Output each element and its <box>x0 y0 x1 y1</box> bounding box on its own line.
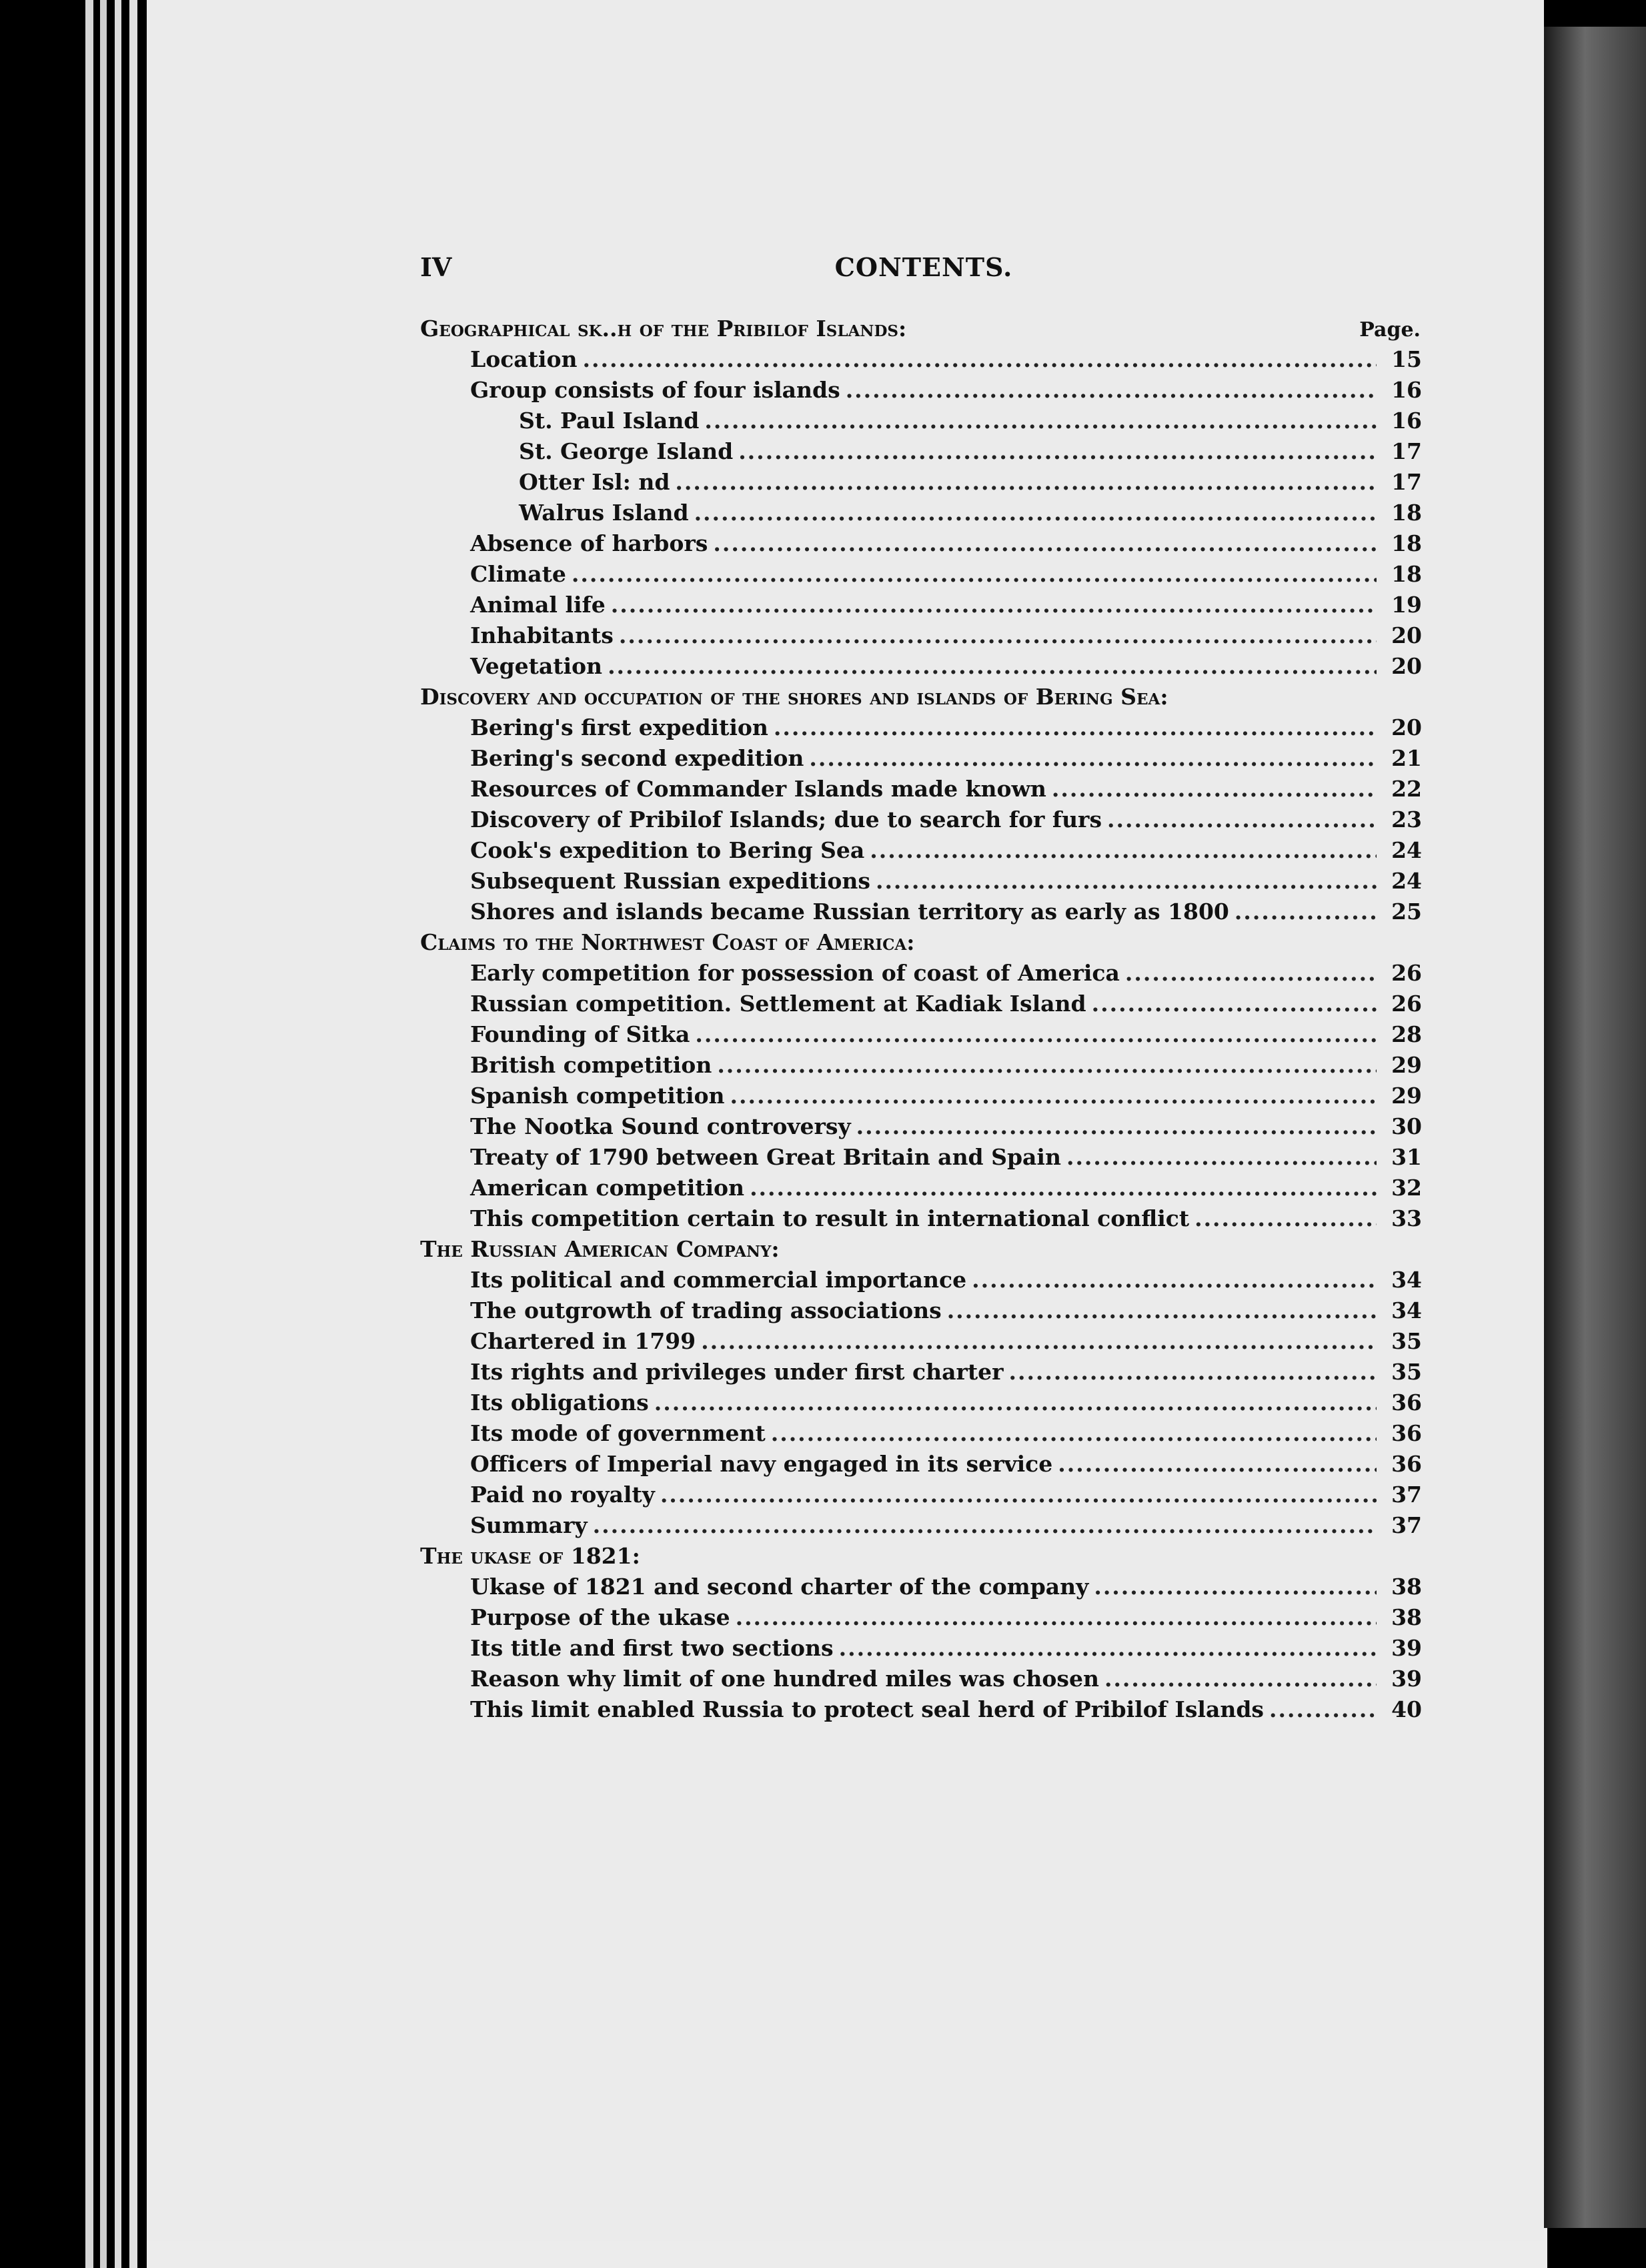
toc-entry <box>420 1480 1427 1510</box>
toc-entry-title: This limit enabled Russia to protect seal herd of Pribilof Islands <box>470 1696 1264 1722</box>
toc-entry-title: St. George Island <box>519 438 734 464</box>
page-header <box>420 252 1427 292</box>
toc-entry-title: The outgrowth of trading associations <box>470 1297 942 1323</box>
toc-entry <box>420 436 1427 467</box>
toc-entry-page: 26 <box>1391 991 1422 1017</box>
toc-entry-title: Paid no royalty <box>470 1482 655 1508</box>
toc-entry-page: 18 <box>1391 500 1422 526</box>
toc-entry-title: Officers of Imperial navy engaged in its service <box>470 1451 1053 1477</box>
dot-leader <box>1094 1572 1377 1602</box>
dot-leader <box>809 743 1377 774</box>
toc-entry <box>420 1111 1427 1142</box>
toc-entry-page: 22 <box>1391 776 1422 802</box>
toc-entry-page: 17 <box>1391 469 1422 495</box>
toc-entry-page: 30 <box>1391 1113 1422 1139</box>
toc-entry-page: 25 <box>1391 899 1422 925</box>
section-heading-text: Claims to the Northwest Coast of America: <box>420 929 915 955</box>
page-number: IV <box>420 252 452 282</box>
toc-entry-title: Reason why limit of one hundred miles was chosen <box>470 1666 1099 1692</box>
dot-leader <box>608 651 1377 682</box>
section-heading <box>420 1234 1427 1265</box>
toc-entry <box>420 1664 1427 1694</box>
toc-entry-page: 39 <box>1391 1635 1422 1661</box>
toc-entry <box>420 651 1427 682</box>
toc-entry <box>420 467 1427 498</box>
dot-leader <box>1052 774 1377 804</box>
dot-leader <box>713 528 1377 559</box>
toc-entry <box>420 1081 1427 1111</box>
dot-leader <box>611 590 1377 620</box>
toc-entry-page: 23 <box>1391 806 1422 832</box>
toc-entry-page: 37 <box>1391 1512 1422 1538</box>
toc-entry <box>420 1418 1427 1449</box>
toc-entry-page: 18 <box>1391 530 1422 556</box>
dot-leader <box>654 1387 1377 1418</box>
toc-entry-title: Ukase of 1821 and second charter of the company <box>470 1574 1089 1600</box>
toc-entry-title: Bering's first expedition <box>470 714 768 740</box>
toc-entry-page: 16 <box>1391 377 1422 403</box>
toc-entry <box>420 1572 1427 1602</box>
toc-entry-page: 37 <box>1391 1482 1422 1508</box>
toc-entry-title: Early competition for possession of coast of America <box>470 960 1120 986</box>
toc-entry-page: 18 <box>1391 561 1422 587</box>
dot-leader <box>695 1019 1377 1050</box>
toc-entry <box>420 528 1427 559</box>
toc-entry-page: 39 <box>1391 1666 1422 1692</box>
section-heading-text: The Russian American Company: <box>420 1236 780 1262</box>
toc-entry-title: Shores and islands became Russian territory as early as 1800 <box>470 899 1229 925</box>
dot-leader <box>870 835 1377 866</box>
dot-leader <box>839 1633 1377 1664</box>
toc-entry <box>420 1050 1427 1081</box>
toc-entry-page: 26 <box>1391 960 1422 986</box>
toc-entry-title: This competition certain to result in international conflict <box>470 1205 1190 1231</box>
facing-page-shadow <box>1544 27 1646 2228</box>
toc-entry-title: Vegetation <box>470 653 603 679</box>
toc-entry <box>420 406 1427 436</box>
toc-entry-title: The Nootka Sound controversy <box>470 1113 851 1139</box>
table-of-contents <box>420 314 1427 1725</box>
toc-entry-page: 36 <box>1391 1451 1422 1477</box>
dot-leader <box>619 620 1377 651</box>
toc-entry-title: Its mode of government <box>470 1420 766 1446</box>
toc-entry <box>420 897 1427 927</box>
toc-entry-page: 21 <box>1391 745 1422 771</box>
toc-entry-title: Treaty of 1790 between Great Britain and Spain <box>470 1144 1061 1170</box>
dot-leader <box>1194 1203 1377 1234</box>
dot-leader <box>1104 1664 1377 1694</box>
dot-leader <box>1066 1142 1377 1173</box>
toc-entry-title: Group consists of four islands <box>470 377 840 403</box>
dot-leader <box>572 559 1377 590</box>
toc-entry-title: Climate <box>470 561 566 587</box>
dot-leader <box>1107 804 1377 835</box>
dot-leader <box>582 344 1377 375</box>
toc-entry-page: 35 <box>1391 1328 1422 1354</box>
section-heading-text: Discovery and occupation of the shores and islands of Bering Sea: <box>420 684 1168 710</box>
page-edge <box>100 0 107 2268</box>
dot-leader <box>774 712 1377 743</box>
toc-entry-title: Discovery of Pribilof Islands; due to search for furs <box>470 806 1102 832</box>
toc-entry <box>420 989 1427 1019</box>
toc-entry-page: 20 <box>1391 653 1422 679</box>
toc-entry <box>420 958 1427 989</box>
toc-entry <box>420 712 1427 743</box>
dot-leader <box>846 375 1377 406</box>
toc-entry-page: 29 <box>1391 1052 1422 1078</box>
toc-entry <box>420 1326 1427 1357</box>
toc-entry <box>420 1387 1427 1418</box>
toc-entry-title: Subsequent Russian expeditions <box>470 868 870 894</box>
dot-leader <box>704 406 1377 436</box>
toc-entry-title: Chartered in 1799 <box>470 1328 696 1354</box>
toc-entry-page: 15 <box>1391 346 1422 372</box>
toc-entry-page: 17 <box>1391 438 1422 464</box>
dot-leader <box>675 467 1377 498</box>
toc-entry <box>420 804 1427 835</box>
toc-entry-page: 20 <box>1391 622 1422 648</box>
toc-entry-title: Inhabitants <box>470 622 614 648</box>
toc-entry <box>420 1694 1427 1725</box>
toc-entry <box>420 590 1427 620</box>
toc-entry-title: American competition <box>470 1175 745 1201</box>
toc-entry-title: Otter Isl: nd <box>519 469 670 495</box>
dot-leader <box>1269 1694 1377 1725</box>
dot-leader <box>717 1050 1377 1081</box>
toc-entry-title: Absence of harbors <box>470 530 708 556</box>
section-heading-text: Geographical sk..h of the Pribilof Islands: <box>420 316 907 342</box>
page-edge <box>115 0 121 2268</box>
dot-leader <box>736 1602 1377 1633</box>
toc-entry-title: Spanish competition <box>470 1083 725 1109</box>
dot-leader <box>593 1510 1377 1541</box>
toc-entry-page: 33 <box>1391 1205 1422 1231</box>
dot-leader <box>856 1111 1377 1142</box>
page-title: CONTENTS. <box>834 252 1013 282</box>
dot-leader <box>947 1295 1377 1326</box>
dot-leader <box>750 1173 1377 1203</box>
dot-leader <box>660 1480 1377 1510</box>
toc-entry <box>420 1142 1427 1173</box>
toc-entry-page: 29 <box>1391 1083 1422 1109</box>
section-heading <box>420 314 1427 344</box>
toc-entry-title: Purpose of the ukase <box>470 1604 730 1630</box>
page-edge <box>85 0 93 2268</box>
toc-entry-page: 36 <box>1391 1420 1422 1446</box>
toc-entry-page: 28 <box>1391 1021 1422 1047</box>
toc-entry-page: 24 <box>1391 837 1422 863</box>
toc-entry-title: Its political and commercial importance <box>470 1267 967 1293</box>
dot-leader <box>1234 897 1377 927</box>
section-heading <box>420 927 1427 958</box>
dot-leader <box>1125 958 1377 989</box>
toc-entry-page: 35 <box>1391 1359 1422 1385</box>
dot-leader <box>738 436 1377 467</box>
toc-entry-title: Its rights and privileges under first charter <box>470 1359 1004 1385</box>
toc-entry-title: Founding of Sitka <box>470 1021 690 1047</box>
toc-entry <box>420 1173 1427 1203</box>
dot-leader <box>1008 1357 1377 1387</box>
dot-leader <box>1092 989 1377 1019</box>
toc-entry <box>420 559 1427 590</box>
toc-entry <box>420 743 1427 774</box>
dot-leader <box>701 1326 1377 1357</box>
dot-leader <box>1058 1449 1377 1480</box>
toc-entry-title: Summary <box>470 1512 588 1538</box>
toc-entry-page: 16 <box>1391 408 1422 434</box>
dot-leader <box>694 498 1377 528</box>
toc-entry <box>420 498 1427 528</box>
toc-entry-title: Its title and first two sections <box>470 1635 834 1661</box>
page-column-label: Page. <box>1359 318 1421 342</box>
toc-entry-page: 20 <box>1391 714 1422 740</box>
toc-entry <box>420 866 1427 897</box>
dot-leader <box>972 1265 1377 1295</box>
toc-entry-page: 31 <box>1391 1144 1422 1170</box>
toc-entry-title: Its obligations <box>470 1389 649 1415</box>
toc-entry-page: 38 <box>1391 1604 1422 1630</box>
page-edge <box>129 0 137 2268</box>
dot-leader <box>730 1081 1377 1111</box>
toc-entry-title: Animal life <box>470 592 606 618</box>
toc-entry-page: 32 <box>1391 1175 1422 1201</box>
dot-leader <box>771 1418 1377 1449</box>
toc-entry <box>420 620 1427 651</box>
toc-entry-page: 24 <box>1391 868 1422 894</box>
toc-entry-title: St. Paul Island <box>519 408 700 434</box>
toc-entry <box>420 1510 1427 1541</box>
toc-entry <box>420 1295 1427 1326</box>
toc-entry <box>420 1633 1427 1664</box>
toc-entry-page: 19 <box>1391 592 1422 618</box>
toc-entry-title: Bering's second expedition <box>470 745 804 771</box>
toc-entry <box>420 774 1427 804</box>
toc-entry-title: British competition <box>470 1052 712 1078</box>
toc-entry <box>420 1265 1427 1295</box>
toc-entry <box>420 1602 1427 1633</box>
toc-entry-title: Resources of Commander Islands made known <box>470 776 1046 802</box>
toc-entry-title: Location <box>470 346 578 372</box>
toc-entry-page: 40 <box>1391 1696 1422 1722</box>
toc-entry <box>420 1019 1427 1050</box>
toc-entry-title: Russian competition. Settlement at Kadiak Island <box>470 991 1086 1017</box>
toc-entry-page: 38 <box>1391 1574 1422 1600</box>
toc-entry-title: Walrus Island <box>519 500 689 526</box>
toc-entry <box>420 1203 1427 1234</box>
toc-entry-page: 36 <box>1391 1389 1422 1415</box>
toc-entry-page: 34 <box>1391 1297 1422 1323</box>
toc-entry <box>420 1357 1427 1387</box>
toc-entry <box>420 344 1427 375</box>
dot-leader <box>876 866 1377 897</box>
section-heading <box>420 1541 1427 1572</box>
toc-entry <box>420 835 1427 866</box>
section-heading <box>420 682 1427 712</box>
toc-entry-page: 34 <box>1391 1267 1422 1293</box>
toc-entry <box>420 375 1427 406</box>
toc-entry <box>420 1449 1427 1480</box>
section-heading-text: The ukase of 1821: <box>420 1543 640 1569</box>
toc-entry-title: Cook's expedition to Bering Sea <box>470 837 865 863</box>
